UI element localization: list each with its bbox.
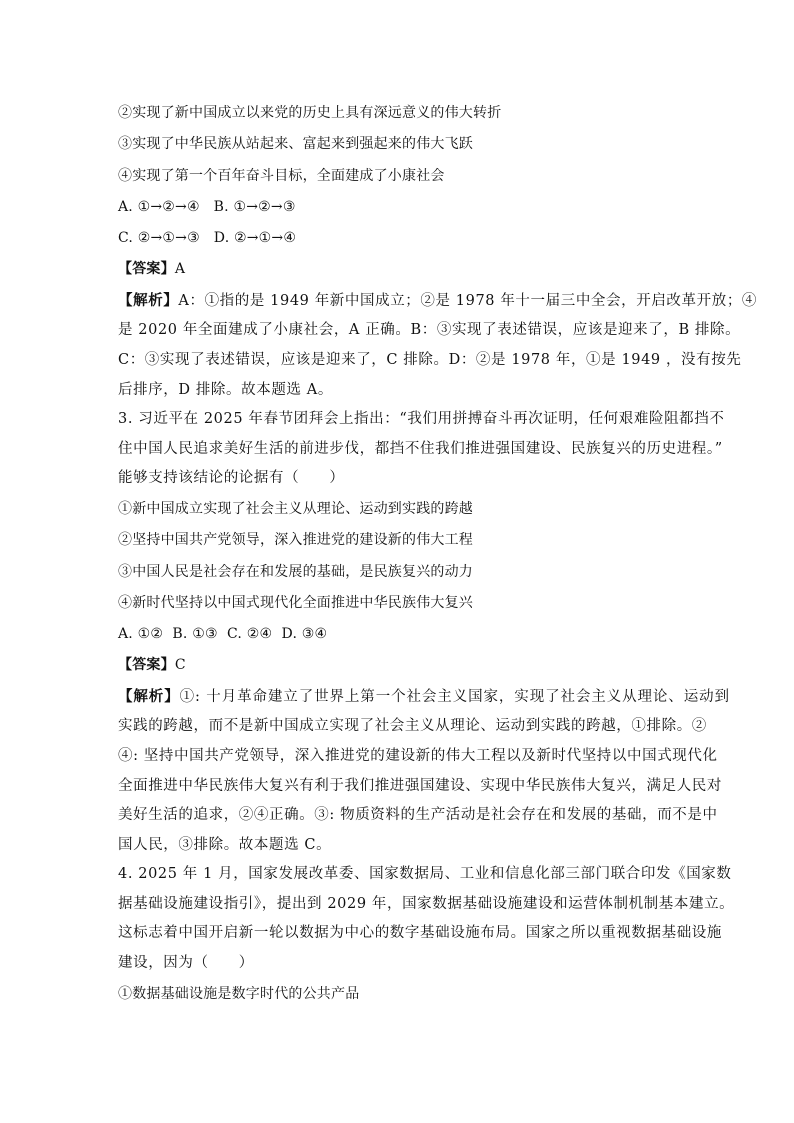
q3-stem-line: 住中国人民追求美好生活的前进步伐，都挡不住我们推进强国建设、民族复兴的历史进程。” <box>118 440 723 457</box>
q2-option-4: ④实现了第一个百年奋斗目标，全面建成了小康社会 <box>118 167 445 184</box>
analysis-text: A：①指的是 1949 年新中国成立；②是 1978 年十一届三中全会，开启改革开放；④ <box>178 292 758 309</box>
answer-label: 【答案】 <box>118 657 175 674</box>
q4-stem-line: 据基础设施建设指引》，提出到 2029 年，国家数据基础设施建设和运营体制机制基本建立。 <box>118 895 735 912</box>
q2-analysis-line: C：③实现了表述错误，应该是迎来了，C 排除。D：②是 1978 年，①是 1949 ，没有按先 <box>118 351 742 368</box>
q4-stem-line: 这标志着中国开启新一轮以数据为中心的数字基础设施布局。国家之所以重视数据基础设施 <box>118 925 722 942</box>
q3-option-3: ③中国人民是社会存在和发展的基础，是民族复兴的动力 <box>118 563 473 580</box>
answer-label: 【答案】 <box>118 261 175 278</box>
answer-value: C <box>174 657 186 674</box>
question-4-options <box>118 979 678 1010</box>
q2-option-3: ③实现了中华民族从站起来、富起来到强起来的伟大飞跃 <box>118 136 473 153</box>
q4-option-1: ①数据基础设施是数字时代的公共产品 <box>118 985 360 1002</box>
analysis-label: 【解析】 <box>118 291 179 309</box>
q4-stem-line: 建设，因为（ ） <box>118 955 254 972</box>
analysis-text: ①: 十月革命建立了世界上第一个社会主义国家，实现了社会主义从理论、运动到 <box>179 688 730 705</box>
q3-analysis-line: 全面推进中华民族伟大复兴有利于我们推进强国建设、实现中华民族伟大复兴，满足人民对 <box>118 777 722 794</box>
q2-analysis-line <box>118 286 758 317</box>
q3-option-1: ①新中国成立实现了社会主义从理论、运动到实践的跨越 <box>118 500 473 517</box>
q3-analysis-line: 实践的跨越，而不是新中国成立实现了社会主义从理论、运动到实践的跨越，①排除。② <box>118 718 707 735</box>
page-content <box>118 98 758 1010</box>
q3-stem-line: 能够支持该结论的论据有（ ） <box>118 470 345 487</box>
q3-option-2: ②坚持中国共产党领导，深入推进党的建设新的伟大工程 <box>118 532 473 549</box>
q2-choices-cd: C. ②→①→③ D. ②→①→④ <box>118 230 297 247</box>
q2-analysis <box>118 286 758 405</box>
q3-analysis-line: 美好生活的追求，②④正确。③: 物质资料的生产活动是社会存在和发展的基础，而不是中 <box>118 807 718 824</box>
q3-answer <box>118 650 678 681</box>
analysis-label: 【解析】 <box>118 687 180 705</box>
q2-answer <box>118 254 678 285</box>
q2-choices-ab: A. ①→②→④ B. ①→②→③ <box>118 198 296 215</box>
answer-value: A <box>174 261 186 278</box>
q3-analysis <box>118 682 730 861</box>
question-2-options <box>118 98 678 254</box>
q2-analysis-line: 是 2020 年全面建成了小康社会，A 正确。B：③实现了表述错误，应该是迎来了，B 排除。 <box>118 322 741 339</box>
q4-stem-line: 4. 2025 年 1 月，国家发展改革委、国家数据局、工业和信息化部三部门联合印发《国家数 <box>118 866 732 883</box>
question-4-stem <box>118 860 735 978</box>
q3-stem-line: 3. 习近平在 2025 年春节团拜会上指出：“我们用拼搏奋斗再次证明，任何艰难险阻都挡不 <box>118 411 725 428</box>
q3-analysis-line: 国人民，③排除。故本题选 C。 <box>118 836 332 853</box>
q3-option-4: ④新时代坚持以中国式现代化全面推进中华民族伟大复兴 <box>118 594 473 611</box>
q3-choices: A. ①② B. ①③ C. ②④ D. ③④ <box>118 626 328 643</box>
q2-option-2: ②实现了新中国成立以来党的历史上具有深远意义的伟大转折 <box>118 105 502 121</box>
question-3-options <box>118 494 678 650</box>
question-3-stem <box>118 405 725 494</box>
q3-analysis-line <box>118 682 730 713</box>
q2-analysis-line: 后排序，D 排除。故本题选 A。 <box>118 381 333 398</box>
q3-analysis-line: ④: 坚持中国共产党领导，深入推进党的建设新的伟大工程以及新时代坚持以中国式现代化 <box>118 747 718 764</box>
